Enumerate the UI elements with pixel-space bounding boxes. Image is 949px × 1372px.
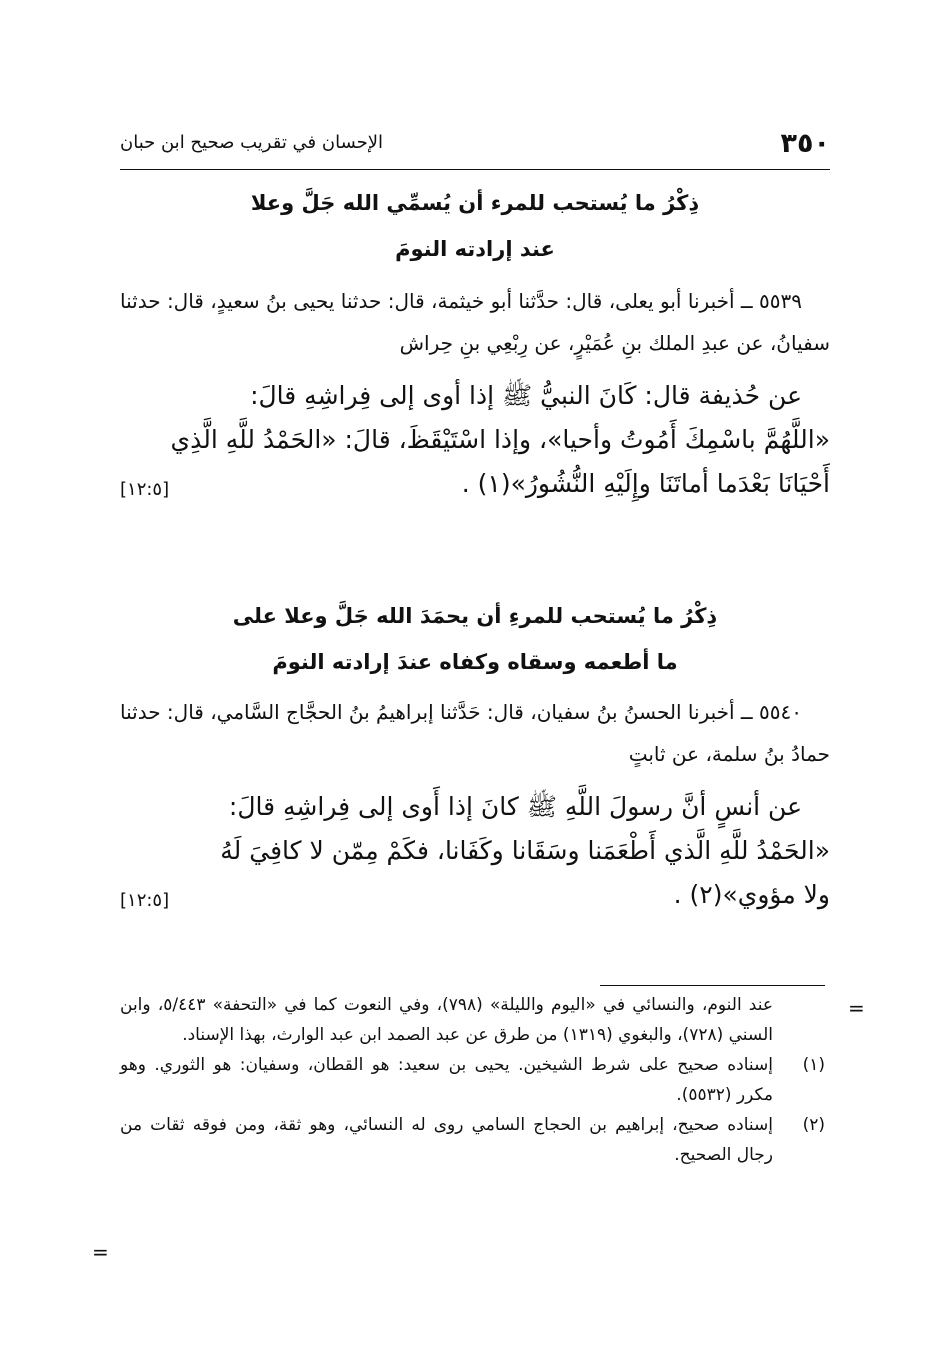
hadith-5540-matn-line-3	[120, 873, 830, 917]
footnote-1-marker: (١)	[802, 1055, 825, 1075]
section-2	[120, 593, 830, 917]
footnote-continuation	[120, 990, 825, 1050]
hadith-5539-matn-line-2: «اللَّهُمَّ باسْمِكَ أَمُوتُ وأحيا»، وإذا اسْتَيْقَظَ، قالَ: «الحَمْدُ للَّهِ الَّذِي	[170, 425, 830, 454]
hadith-5539-matn-line-3-text: أَحْيَانَا بَعْدَما أماتَنَا وإِلَيْهِ النُّشُورُ»(١) .	[461, 469, 830, 498]
hadith-5539-number: ٥٥٣٩	[759, 289, 802, 313]
page-number: ٣٥٠	[780, 128, 830, 159]
footnote-2-text: إسناده صحيح، إبراهيم بن الحجاج السامي روى له النسائي، وهو ثقة، ومن فوقه ثقات من رجال الصحيح.	[120, 1115, 773, 1165]
hadith-5540-isnad-text: ــ أخبرنا الحسنُ بنُ سفيان، قال: حَدَّثنا إبراهيمُ بنُ الحجَّاج السَّامي، قال: حدثنا حمادُ بنُ سلمة، عن ثابتٍ	[120, 700, 830, 766]
hadith-5539-isnad	[120, 280, 830, 364]
footnote-1-text: إسناده صحيح على شرط الشيخين. يحيى بن سعيد: هو القطان، وسفيان: هو الثوري. وهو مكرر (٥٥٣٢).	[120, 1055, 773, 1105]
footnote-2-marker: (٢)	[802, 1115, 825, 1135]
hadith-5540-number: ٥٥٤٠	[759, 700, 802, 724]
footnotes	[120, 990, 825, 1170]
section-1-heading-line-1: ذِكْرُ ما يُستحب للمرء أن يُسمِّي الله جَلَّ وعلا	[250, 191, 700, 215]
footnote-rule	[600, 985, 825, 986]
hadith-5539-isnad-text: ــ أخبرنا أبو يعلى، قال: حدَّثنا أبو خيثمة، قال: حدثنا يحيى بنُ سعيدٍ، قال: حدثنا سفيانُ، عن عبدِ الملك بنِ عُمَيْرٍ، عن رِبْعِي بنِ حِراش	[120, 289, 830, 355]
section-2-heading-line-2: ما أطعمه وسقاه وكفاه عندَ إرادته النومَ	[272, 650, 678, 674]
section-1-heading	[120, 180, 830, 272]
hadith-5540-isnad	[120, 691, 830, 775]
footnote-2	[120, 1110, 825, 1170]
hadith-5539-reference: [١٢:٥]	[120, 479, 170, 500]
header-rule	[120, 169, 830, 170]
hadith-5540-matn-line-2: «الحَمْدُ للَّهِ الَّذي أَطْعَمَنا وسَقَانا وكَفَانا، فكَمْ مِمّن لا كافِيَ لَهُ	[220, 836, 830, 865]
footnote-continuation-text: عند النوم، والنسائي في «اليوم والليلة» (٧٩٨)، وفي النعوت كما في «التحفة» ٥/٤٤٣، وابن السني (٧٢٨)، والبغوي (١٣١٩) من طرق عن عبد الصمد ابن عبد الوارث، بهذا الإسناد.	[120, 995, 773, 1045]
section-1-heading-line-2: عند إرادته النومَ	[395, 237, 555, 261]
hadith-5540-matn	[120, 785, 830, 917]
running-head	[120, 128, 830, 168]
hadith-5539-matn	[120, 374, 830, 506]
hadith-5540-reference: [١٢:٥]	[120, 890, 170, 911]
section-2-heading-line-1: ذِكْرُ ما يُستحب للمرءِ أن يحمَدَ الله جَلَّ وعلا على	[232, 604, 718, 628]
section-1	[120, 180, 830, 506]
footnote-end-mark: =	[92, 1240, 109, 1264]
hadith-5539-matn-line-3	[120, 462, 830, 506]
hadith-5540-matn-line-3-text: ولا مؤوي»(٢) .	[673, 880, 830, 909]
section-2-heading	[120, 593, 830, 685]
hadith-5539-matn-line-1: عن حُذيفة قال: كَانَ النبيُّ ﷺ إذا أوى إلى فِراشِهِ قالَ:	[250, 381, 802, 410]
hadith-5540-matn-line-1: عن أنسٍ أنَّ رسولَ اللَّهِ ﷺ كانَ إذا أَوى إلى فِراشِهِ قالَ:	[228, 792, 802, 821]
footnote-continuation-mark: =	[848, 996, 865, 1020]
running-title: الإحسان في تقريب صحيح ابن حبان	[120, 132, 384, 153]
footnote-1	[120, 1050, 825, 1110]
